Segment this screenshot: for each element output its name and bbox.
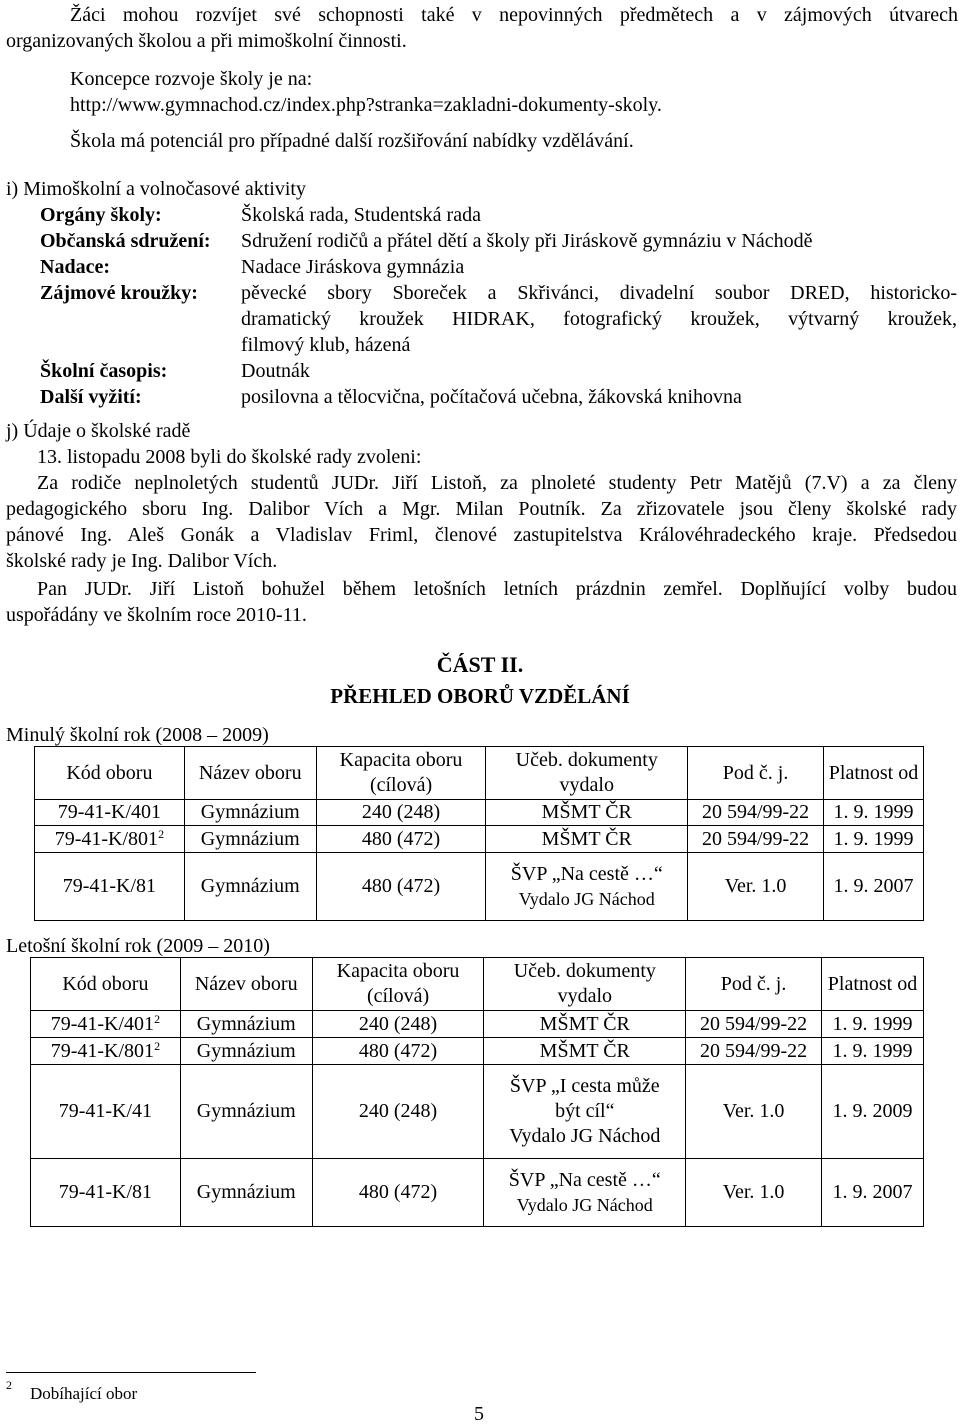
council-line: 13. listopadu 2008 byli do školské rady zvoleni: [37, 446, 422, 468]
council-line: uspořádány ve školním roce 2010-11. [6, 604, 307, 626]
table-curr-caption: Letošní školní rok (2009 – 2010) [6, 935, 270, 957]
valid-text: 1. 9. 1999 [832, 1039, 913, 1062]
valid-text: 1. 9. 2009 [832, 1100, 913, 1122]
potential-text: Škola má potenciál pro případné další rozšiřování nabídky vzdělávání. [70, 130, 634, 152]
activity-value: Doutnák [241, 360, 310, 382]
capacity-text: 240 (248) [358, 1012, 438, 1035]
ref-text: 20 594/99-22 [699, 1039, 808, 1062]
table-row [31, 1011, 924, 1038]
code-text: 79-41-K/41 [58, 1100, 153, 1122]
docs-line: Vydalo JG Náchod [518, 888, 655, 909]
council-line: Za rodiče neplnoletých studentů JUDr. Jiří Listoň, za plnoleté studenty Petr Matějů (7.V) a za členy [37, 472, 957, 494]
activity-value: pěvecké sbory Sboreček a Skřivánci, divadelní soubor DRED, historicko- [241, 282, 957, 304]
header-docs [484, 958, 686, 1011]
cell-docs [486, 853, 688, 921]
concept-label: Koncepce rozvoje školy je na: [70, 68, 313, 90]
cell-capacity [312, 1038, 484, 1065]
table-row [35, 800, 924, 826]
footnote-rule [6, 1372, 256, 1373]
header-code-line: Kód oboru [62, 972, 149, 995]
header-valid-line: Platnost od [827, 972, 918, 995]
table-row [31, 1038, 924, 1065]
name-text: Gymnázium [200, 801, 300, 823]
cell-code [31, 1038, 181, 1065]
footnote-ref: 2 [154, 1011, 161, 1026]
ref-text: 20 594/99-22 [701, 801, 810, 823]
valid-text: 1. 9. 2007 [832, 1181, 913, 1203]
cell-capacity [316, 826, 486, 853]
header-valid [822, 958, 924, 1011]
activity-value: Školská rada, Studentská rada [241, 204, 481, 226]
name-text: Gymnázium [196, 1100, 296, 1122]
header-capacity-line: (cílová) [366, 985, 430, 1007]
cell-valid [822, 1159, 924, 1227]
cell-name [184, 800, 316, 826]
header-valid [824, 747, 924, 800]
cell-ref [686, 1159, 822, 1227]
code-text: 79-41-K/401 [50, 1012, 155, 1035]
cell-capacity [312, 1065, 484, 1159]
council-line: Pan JUDr. Jiří Listoň bohužel během letošních letních prázdnin zemřel. Doplňující volby budou [37, 578, 957, 600]
table-prev-caption: Minulý školní rok (2008 – 2009) [6, 724, 269, 746]
ref-text: 20 594/99-22 [701, 827, 810, 850]
docs-line: MŠMT ČR [541, 827, 632, 850]
footnote-ref: 2 [154, 1038, 161, 1053]
code-text: 79-41-K/401 [57, 801, 162, 823]
header-capacity [316, 747, 486, 800]
cell-valid [824, 800, 924, 826]
council-line: školské rady je Ing. Dalibor Vích. [6, 550, 278, 572]
docs-line: Vydalo JG Náchod [509, 1125, 661, 1147]
capacity-text: 480 (472) [358, 1039, 438, 1062]
footnote-ref: 2 [158, 826, 165, 841]
cell-docs [484, 1011, 686, 1038]
docs-line: Vydalo JG Náchod [516, 1194, 653, 1215]
header-capacity-line: Kapacita oboru [336, 960, 460, 982]
docs-line: ŠVP „Na cestě …“ [510, 862, 663, 885]
table-header-row [31, 958, 924, 1011]
cell-code [35, 800, 185, 826]
header-valid-line: Platnost od [828, 761, 919, 784]
activity-value: Sdružení rodičů a přátel dětí a školy při Jiráskově gymnáziu v Náchodě [241, 230, 813, 252]
code-text: 79-41-K/81 [62, 875, 157, 897]
cell-ref [688, 800, 824, 826]
header-capacity [312, 958, 484, 1011]
cell-code [31, 1011, 181, 1038]
cell-ref [686, 1011, 822, 1038]
activity-label: Orgány školy: [40, 204, 162, 226]
activity-value: Nadace Jiráskova gymnázia [241, 256, 465, 278]
docs-line: MŠMT ČR [541, 801, 632, 823]
capacity-text: 240 (248) [358, 1100, 438, 1122]
activity-label: Školní časopis: [40, 360, 168, 382]
cell-name [180, 1038, 312, 1065]
cell-name [184, 826, 316, 853]
page-number: 5 [474, 1403, 484, 1425]
header-name [180, 958, 312, 1011]
name-text: Gymnázium [196, 1181, 296, 1203]
cell-name [180, 1011, 312, 1038]
header-docs [486, 747, 688, 800]
cell-name [180, 1065, 312, 1159]
valid-text: 1. 9. 1999 [833, 801, 914, 823]
footnote-mark: 2 [6, 1378, 12, 1392]
header-ref-line: Pod č. j. [722, 761, 789, 784]
docs-line: být cíl“ [555, 1100, 615, 1122]
cell-docs [484, 1065, 686, 1159]
docs-line: ŠVP „Na cestě …“ [508, 1168, 661, 1191]
cell-valid [824, 826, 924, 853]
cell-docs [486, 800, 688, 826]
part-subtitle: PŘEHLED OBORŮ VZDĚLÁNÍ [330, 684, 630, 708]
header-capacity-line: Kapacita oboru [339, 749, 463, 771]
header-docs-line: Učeb. dokumenty [513, 960, 656, 982]
docs-line: MŠMT ČR [539, 1039, 630, 1062]
header-docs-line: vydalo [557, 985, 612, 1007]
activity-label: Zájmové kroužky: [40, 282, 198, 304]
cell-name [180, 1159, 312, 1227]
capacity-text: 240 (248) [361, 801, 441, 823]
activity-label: Občanská sdružení: [40, 230, 211, 252]
part-title: ČÁST II. [436, 652, 524, 677]
cell-code [31, 1065, 181, 1159]
intro-line-2: organizovaných školou a při mimoškolní činnosti. [6, 30, 407, 52]
cell-code [35, 826, 185, 853]
cell-capacity [316, 800, 486, 826]
header-name-line: Název oboru [198, 761, 302, 784]
cell-ref [686, 1038, 822, 1065]
cell-name [184, 853, 316, 921]
header-code-line: Kód oboru [66, 761, 153, 784]
cell-capacity [312, 1011, 484, 1038]
section-j-heading: j) Údaje o školské radě [6, 420, 191, 442]
valid-text: 1. 9. 2007 [833, 875, 914, 897]
table-row [31, 1159, 924, 1227]
capacity-text: 480 (472) [358, 1181, 438, 1203]
section-i-heading: i) Mimoškolní a volnočasové aktivity [6, 178, 306, 200]
table-current-year [30, 957, 924, 1227]
header-capacity-line: (cílová) [369, 774, 433, 796]
table-row [31, 1065, 924, 1159]
ref-text: Ver. 1.0 [724, 875, 787, 897]
valid-text: 1. 9. 1999 [832, 1012, 913, 1035]
header-ref-line: Pod č. j. [720, 972, 787, 995]
activity-label: Další vyžití: [40, 386, 142, 408]
table-row [35, 826, 924, 853]
table-header-row [35, 747, 924, 800]
activity-label: Nadace: [40, 256, 110, 278]
cell-capacity [316, 853, 486, 921]
cell-valid [822, 1011, 924, 1038]
cell-valid [824, 853, 924, 921]
cell-docs [486, 826, 688, 853]
cell-ref [688, 826, 824, 853]
table-row [35, 853, 924, 921]
cell-docs [484, 1159, 686, 1227]
code-text: 79-41-K/801 [50, 1039, 155, 1062]
concept-url[interactable]: http://www.gymnachod.cz/index.php?stranka=zakladni-dokumenty-skoly. [70, 94, 662, 116]
council-line: pánové Ing. Aleš Gonák a Vladislav Friml, členové zastupitelstva Královéhradeckého kraje. Předsedou [6, 524, 957, 546]
header-ref [686, 958, 822, 1011]
header-docs-line: vydalo [559, 774, 614, 796]
header-docs-line: Učeb. dokumenty [515, 749, 658, 771]
header-name-line: Název oboru [194, 972, 298, 995]
cell-capacity [312, 1159, 484, 1227]
header-code [31, 958, 181, 1011]
cell-ref [688, 853, 824, 921]
capacity-text: 480 (472) [361, 875, 441, 897]
header-ref [688, 747, 824, 800]
name-text: Gymnázium [200, 875, 300, 897]
capacity-text: 480 (472) [361, 827, 441, 850]
activity-value: posilovna a tělocvična, počítačová učebna, žákovská knihovna [241, 386, 742, 408]
ref-text: 20 594/99-22 [699, 1012, 808, 1035]
code-text: 79-41-K/801 [54, 827, 159, 850]
footnote-text: Dobíhající obor [30, 1384, 138, 1403]
cell-valid [822, 1065, 924, 1159]
intro-line-1: Žáci mohou rozvíjet své schopnosti také v nepovinných předmětech a v zájmových útvarech [70, 4, 958, 26]
header-code [35, 747, 185, 800]
ref-text: Ver. 1.0 [722, 1181, 785, 1203]
ref-text: Ver. 1.0 [722, 1100, 785, 1122]
docs-line: ŠVP „I cesta může [509, 1075, 660, 1097]
name-text: Gymnázium [196, 1012, 296, 1035]
docs-line: MŠMT ČR [539, 1012, 630, 1035]
header-name [184, 747, 316, 800]
cell-code [35, 853, 185, 921]
activity-value: filmový klub, házená [241, 334, 411, 356]
cell-ref [686, 1065, 822, 1159]
table-previous-year [34, 746, 924, 921]
cell-valid [822, 1038, 924, 1065]
code-text: 79-41-K/81 [58, 1181, 153, 1203]
cell-docs [484, 1038, 686, 1065]
council-line: pedagogického sboru Ing. Dalibor Vích a Mgr. Milan Poutník. Za zřizovatele jsou členy školské rady [6, 498, 957, 520]
valid-text: 1. 9. 1999 [833, 827, 914, 850]
activity-value: dramatický kroužek HIDRAK, fotografický kroužek, výtvarný kroužek, [241, 308, 957, 330]
name-text: Gymnázium [196, 1039, 296, 1062]
cell-code [31, 1159, 181, 1227]
name-text: Gymnázium [200, 827, 300, 850]
